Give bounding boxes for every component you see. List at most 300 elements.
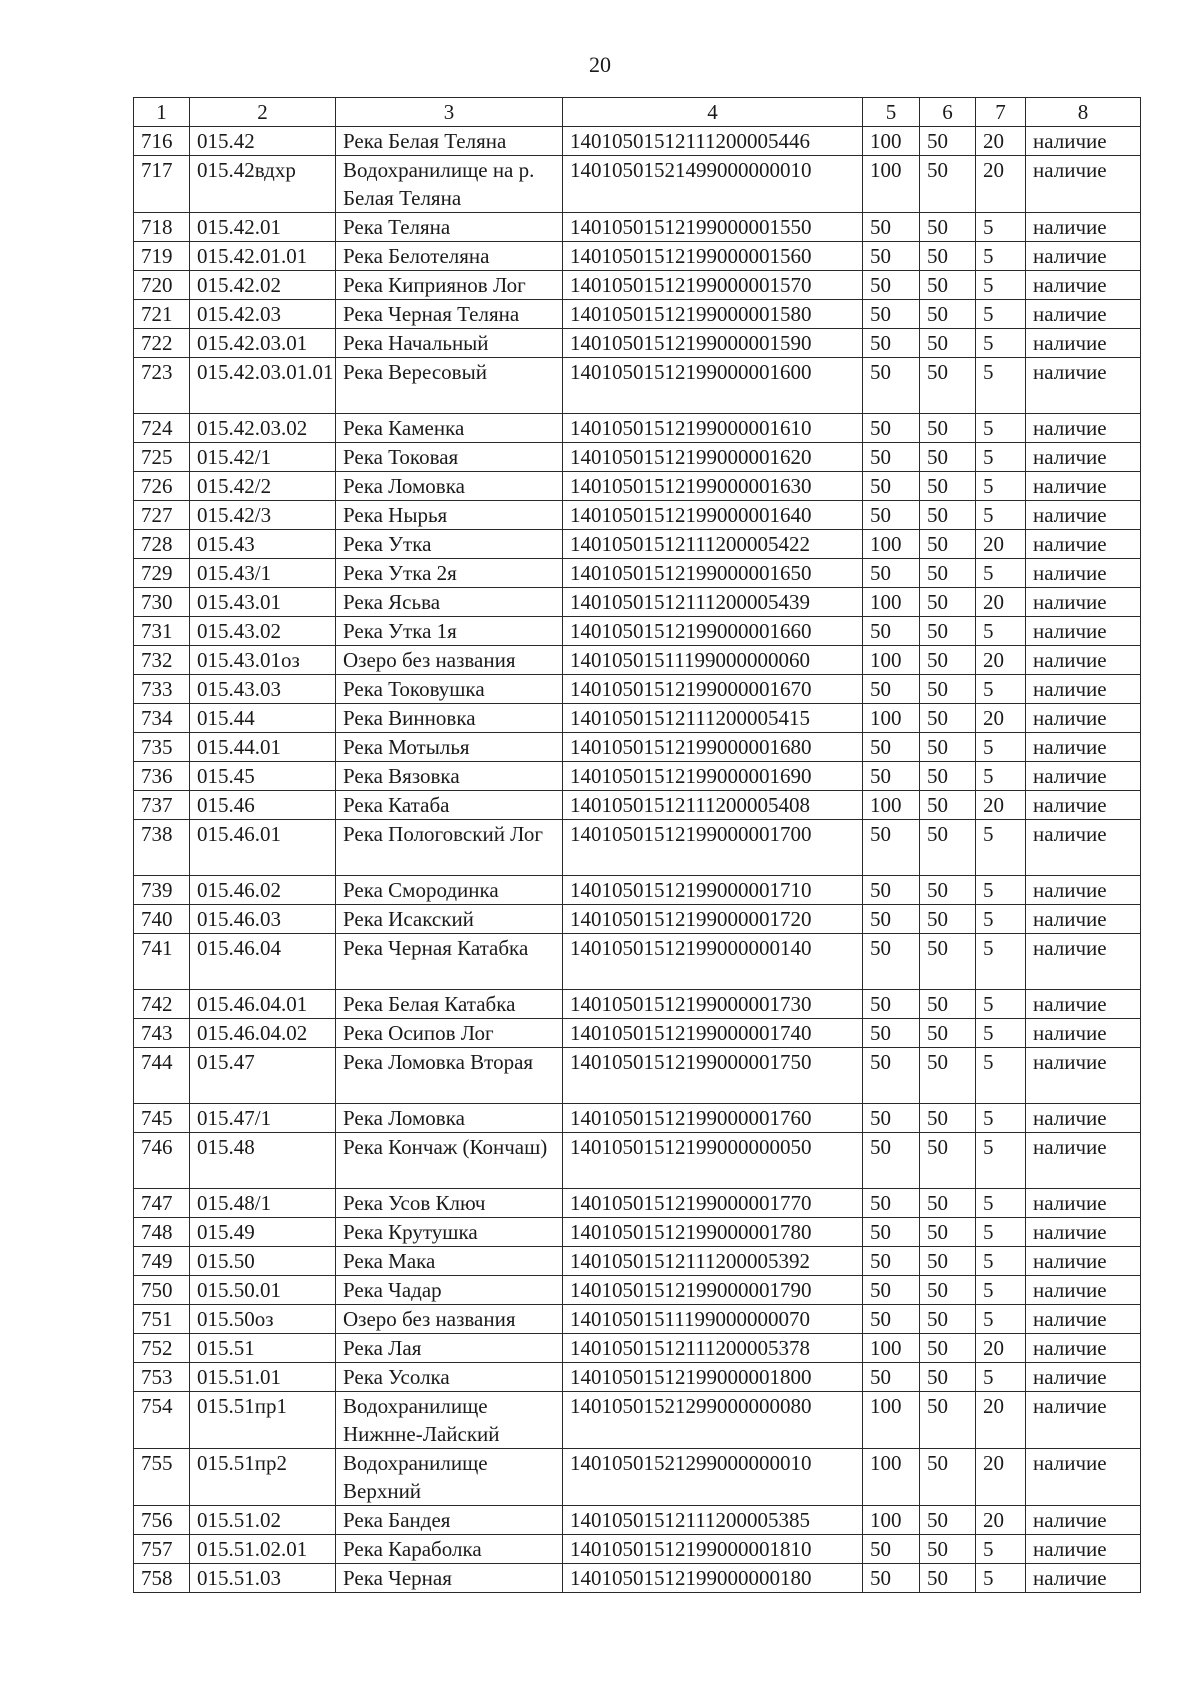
row-number-cell: 726 xyxy=(134,472,190,501)
value-col5-cell: 50 xyxy=(863,1048,920,1104)
value-col5-cell: 50 xyxy=(863,733,920,762)
value-col5-cell: 100 xyxy=(863,704,920,733)
value-col5-cell: 50 xyxy=(863,501,920,530)
row-number-cell: 741 xyxy=(134,934,190,990)
object-code-cell: 015.51 xyxy=(190,1334,336,1363)
table-row xyxy=(134,1535,1141,1564)
value-col5-cell: 100 xyxy=(863,530,920,559)
value-col7-cell: 5 xyxy=(976,242,1026,271)
row-number-cell: 733 xyxy=(134,675,190,704)
object-code-cell: 015.44.01 xyxy=(190,733,336,762)
object-name-cell: Река Черная Теляна xyxy=(336,300,563,329)
value-col7-cell: 5 xyxy=(976,1247,1026,1276)
object-code-cell: 015.42.03.02 xyxy=(190,414,336,443)
value-col7-cell: 5 xyxy=(976,733,1026,762)
row-number-cell: 750 xyxy=(134,1276,190,1305)
status-cell: наличие xyxy=(1026,472,1141,501)
table-row xyxy=(134,934,1141,990)
object-name-cell: Река Нырья xyxy=(336,501,563,530)
table-row xyxy=(134,213,1141,242)
status-cell: наличие xyxy=(1026,300,1141,329)
row-number-cell: 732 xyxy=(134,646,190,675)
value-col7-cell: 5 xyxy=(976,1305,1026,1334)
value-col6-cell: 50 xyxy=(920,1104,976,1133)
object-code-cell: 015.46.04 xyxy=(190,934,336,990)
object-name-cell: Водохранилище Нижнне-Лайский xyxy=(336,1392,563,1449)
registry-id-cell: 14010501512199000001790 xyxy=(563,1276,863,1305)
row-number-cell: 745 xyxy=(134,1104,190,1133)
status-cell: наличие xyxy=(1026,1449,1141,1506)
table-row xyxy=(134,733,1141,762)
object-name-cell: Река Мака xyxy=(336,1247,563,1276)
row-number-cell: 746 xyxy=(134,1133,190,1189)
row-number-cell: 719 xyxy=(134,242,190,271)
value-col7-cell: 20 xyxy=(976,1506,1026,1535)
object-name-cell: Река Черная Катабка xyxy=(336,934,563,990)
object-code-cell: 015.50оз xyxy=(190,1305,336,1334)
object-code-cell: 015.42.03.01 xyxy=(190,329,336,358)
status-cell: наличие xyxy=(1026,617,1141,646)
value-col5-cell: 50 xyxy=(863,329,920,358)
object-name-cell: Река Усолка xyxy=(336,1363,563,1392)
status-cell: наличие xyxy=(1026,1104,1141,1133)
object-name-cell: Река Бандея xyxy=(336,1506,563,1535)
value-col6-cell: 50 xyxy=(920,1449,976,1506)
registry-id-cell: 14010501512199000001780 xyxy=(563,1218,863,1247)
value-col5-cell: 50 xyxy=(863,1564,920,1593)
value-col7-cell: 20 xyxy=(976,127,1026,156)
registry-id-cell: 14010501512199000001680 xyxy=(563,733,863,762)
object-code-cell: 015.45 xyxy=(190,762,336,791)
registry-id-cell: 14010501512199000001610 xyxy=(563,414,863,443)
status-cell: наличие xyxy=(1026,1019,1141,1048)
status-cell: наличие xyxy=(1026,791,1141,820)
row-number-cell: 720 xyxy=(134,271,190,300)
object-code-cell: 015.43.01оз xyxy=(190,646,336,675)
page-number: 20 xyxy=(589,52,611,77)
object-name-cell: Река Ясьва xyxy=(336,588,563,617)
object-name-cell: Река Винновка xyxy=(336,704,563,733)
table-row xyxy=(134,1564,1141,1593)
status-cell: наличие xyxy=(1026,1392,1141,1449)
value-col7-cell: 5 xyxy=(976,1019,1026,1048)
row-number-cell: 735 xyxy=(134,733,190,762)
object-name-cell: Река Утка 1я xyxy=(336,617,563,646)
value-col7-cell: 5 xyxy=(976,1189,1026,1218)
table-row xyxy=(134,127,1141,156)
column-header: 2 xyxy=(190,98,336,127)
row-number-cell: 727 xyxy=(134,501,190,530)
value-col6-cell: 50 xyxy=(920,1334,976,1363)
table-row xyxy=(134,1133,1141,1189)
value-col6-cell: 50 xyxy=(920,1133,976,1189)
value-col5-cell: 100 xyxy=(863,1449,920,1506)
value-col7-cell: 5 xyxy=(976,934,1026,990)
registry-id-cell: 14010501512199000001810 xyxy=(563,1535,863,1564)
object-code-cell: 015.47 xyxy=(190,1048,336,1104)
value-col5-cell: 50 xyxy=(863,990,920,1019)
value-col6-cell: 50 xyxy=(920,1189,976,1218)
registry-id-cell: 14010501512199000001800 xyxy=(563,1363,863,1392)
value-col5-cell: 50 xyxy=(863,762,920,791)
value-col6-cell: 50 xyxy=(920,791,976,820)
object-name-cell: Озеро без названия xyxy=(336,646,563,675)
status-cell: наличие xyxy=(1026,1133,1141,1189)
value-col6-cell: 50 xyxy=(920,876,976,905)
value-col7-cell: 5 xyxy=(976,414,1026,443)
column-header: 3 xyxy=(336,98,563,127)
row-number-cell: 742 xyxy=(134,990,190,1019)
value-col5-cell: 50 xyxy=(863,1535,920,1564)
row-number-cell: 730 xyxy=(134,588,190,617)
status-cell: наличие xyxy=(1026,1506,1141,1535)
object-code-cell: 015.43.01 xyxy=(190,588,336,617)
object-name-cell: Река Крутушка xyxy=(336,1218,563,1247)
table-row xyxy=(134,300,1141,329)
status-cell: наличие xyxy=(1026,820,1141,876)
value-col6-cell: 50 xyxy=(920,329,976,358)
value-col6-cell: 50 xyxy=(920,1019,976,1048)
value-col7-cell: 5 xyxy=(976,1363,1026,1392)
value-col5-cell: 50 xyxy=(863,1189,920,1218)
value-col6-cell: 50 xyxy=(920,905,976,934)
table-row xyxy=(134,1276,1141,1305)
value-col7-cell: 5 xyxy=(976,1535,1026,1564)
value-col6-cell: 50 xyxy=(920,1276,976,1305)
object-name-cell: Река Вязовка xyxy=(336,762,563,791)
value-col7-cell: 5 xyxy=(976,820,1026,876)
value-col7-cell: 5 xyxy=(976,1048,1026,1104)
status-cell: наличие xyxy=(1026,704,1141,733)
table-row xyxy=(134,329,1141,358)
registry-id-cell: 14010501512199000001690 xyxy=(563,762,863,791)
object-name-cell: Река Катаба xyxy=(336,791,563,820)
table-header-row xyxy=(134,98,1141,127)
status-cell: наличие xyxy=(1026,1048,1141,1104)
registry-id-cell: 14010501512199000001710 xyxy=(563,876,863,905)
status-cell: наличие xyxy=(1026,876,1141,905)
registry-id-cell: 14010501512199000001570 xyxy=(563,271,863,300)
object-name-cell: Река Караболка xyxy=(336,1535,563,1564)
value-col6-cell: 50 xyxy=(920,820,976,876)
value-col7-cell: 5 xyxy=(976,271,1026,300)
value-col6-cell: 50 xyxy=(920,762,976,791)
value-col5-cell: 50 xyxy=(863,1363,920,1392)
registry-id-cell: 14010501511199000000060 xyxy=(563,646,863,675)
value-col6-cell: 50 xyxy=(920,443,976,472)
object-code-cell: 015.50.01 xyxy=(190,1276,336,1305)
row-number-cell: 725 xyxy=(134,443,190,472)
object-name-cell: Река Ломовка xyxy=(336,472,563,501)
value-col7-cell: 5 xyxy=(976,1104,1026,1133)
row-number-cell: 724 xyxy=(134,414,190,443)
value-col7-cell: 5 xyxy=(976,329,1026,358)
table-row xyxy=(134,762,1141,791)
table-row xyxy=(134,617,1141,646)
table-row xyxy=(134,704,1141,733)
value-col7-cell: 5 xyxy=(976,1276,1026,1305)
value-col7-cell: 5 xyxy=(976,1133,1026,1189)
value-col7-cell: 5 xyxy=(976,905,1026,934)
table-row xyxy=(134,646,1141,675)
object-code-cell: 015.49 xyxy=(190,1218,336,1247)
value-col6-cell: 50 xyxy=(920,472,976,501)
object-name-cell: Река Ломовка xyxy=(336,1104,563,1133)
table-row xyxy=(134,1334,1141,1363)
value-col6-cell: 50 xyxy=(920,501,976,530)
object-name-cell: Река Усов Ключ xyxy=(336,1189,563,1218)
value-col5-cell: 50 xyxy=(863,1133,920,1189)
status-cell: наличие xyxy=(1026,559,1141,588)
table-row xyxy=(134,443,1141,472)
value-col6-cell: 50 xyxy=(920,1363,976,1392)
value-col5-cell: 50 xyxy=(863,675,920,704)
status-cell: наличие xyxy=(1026,1535,1141,1564)
value-col6-cell: 50 xyxy=(920,213,976,242)
status-cell: наличие xyxy=(1026,1189,1141,1218)
column-header: 1 xyxy=(134,98,190,127)
table-row xyxy=(134,1218,1141,1247)
column-header: 6 xyxy=(920,98,976,127)
object-name-cell: Река Утка 2я xyxy=(336,559,563,588)
object-name-cell: Озеро без названия xyxy=(336,1305,563,1334)
object-code-cell: 015.46.01 xyxy=(190,820,336,876)
status-cell: наличие xyxy=(1026,530,1141,559)
value-col6-cell: 50 xyxy=(920,127,976,156)
row-number-cell: 737 xyxy=(134,791,190,820)
value-col5-cell: 50 xyxy=(863,213,920,242)
registry-id-cell: 14010501512199000000180 xyxy=(563,1564,863,1593)
value-col6-cell: 50 xyxy=(920,271,976,300)
value-col6-cell: 50 xyxy=(920,559,976,588)
table-row xyxy=(134,242,1141,271)
table-row xyxy=(134,1392,1141,1449)
registry-id-cell: 14010501512199000001740 xyxy=(563,1019,863,1048)
object-code-cell: 015.51.02.01 xyxy=(190,1535,336,1564)
table-row xyxy=(134,1048,1141,1104)
status-cell: наличие xyxy=(1026,329,1141,358)
table-row xyxy=(134,1363,1141,1392)
object-name-cell: Река Белая Теляна xyxy=(336,127,563,156)
row-number-cell: 723 xyxy=(134,358,190,414)
water-objects-table xyxy=(133,97,1141,1593)
value-col5-cell: 50 xyxy=(863,300,920,329)
object-code-cell: 015.46.03 xyxy=(190,905,336,934)
column-header: 8 xyxy=(1026,98,1141,127)
object-name-cell: Река Смородинка xyxy=(336,876,563,905)
object-code-cell: 015.42.03.01.01 xyxy=(190,358,336,414)
value-col5-cell: 50 xyxy=(863,242,920,271)
row-number-cell: 734 xyxy=(134,704,190,733)
status-cell: наличие xyxy=(1026,905,1141,934)
registry-id-cell: 14010501512199000001750 xyxy=(563,1048,863,1104)
value-col7-cell: 20 xyxy=(976,791,1026,820)
row-number-cell: 717 xyxy=(134,156,190,213)
row-number-cell: 739 xyxy=(134,876,190,905)
status-cell: наличие xyxy=(1026,1276,1141,1305)
status-cell: наличие xyxy=(1026,1247,1141,1276)
object-name-cell: Водохранилище Верхний xyxy=(336,1449,563,1506)
table-row xyxy=(134,414,1141,443)
status-cell: наличие xyxy=(1026,646,1141,675)
value-col6-cell: 50 xyxy=(920,530,976,559)
value-col6-cell: 50 xyxy=(920,156,976,213)
table-row xyxy=(134,358,1141,414)
status-cell: наличие xyxy=(1026,588,1141,617)
value-col6-cell: 50 xyxy=(920,704,976,733)
value-col5-cell: 50 xyxy=(863,820,920,876)
column-header: 4 xyxy=(563,98,863,127)
table-row xyxy=(134,1449,1141,1506)
registry-id-cell: 14010501512111200005378 xyxy=(563,1334,863,1363)
value-col6-cell: 50 xyxy=(920,588,976,617)
value-col6-cell: 50 xyxy=(920,300,976,329)
status-cell: наличие xyxy=(1026,443,1141,472)
table-row xyxy=(134,1104,1141,1133)
value-col5-cell: 50 xyxy=(863,1019,920,1048)
object-name-cell: Река Мотылья xyxy=(336,733,563,762)
object-code-cell: 015.42/2 xyxy=(190,472,336,501)
row-number-cell: 751 xyxy=(134,1305,190,1334)
value-col5-cell: 100 xyxy=(863,1506,920,1535)
status-cell: наличие xyxy=(1026,414,1141,443)
value-col5-cell: 50 xyxy=(863,1218,920,1247)
value-col7-cell: 5 xyxy=(976,472,1026,501)
registry-id-cell: 14010501512199000001720 xyxy=(563,905,863,934)
value-col7-cell: 5 xyxy=(976,559,1026,588)
registry-id-cell: 14010501511199000000070 xyxy=(563,1305,863,1334)
value-col5-cell: 100 xyxy=(863,1334,920,1363)
registry-id-cell: 14010501512199000001730 xyxy=(563,990,863,1019)
object-name-cell: Река Киприянов Лог xyxy=(336,271,563,300)
object-name-cell: Река Исакский xyxy=(336,905,563,934)
value-col6-cell: 50 xyxy=(920,990,976,1019)
value-col5-cell: 50 xyxy=(863,443,920,472)
row-number-cell: 738 xyxy=(134,820,190,876)
value-col7-cell: 5 xyxy=(976,1218,1026,1247)
registry-id-cell: 14010501512199000001600 xyxy=(563,358,863,414)
value-col7-cell: 20 xyxy=(976,1392,1026,1449)
row-number-cell: 722 xyxy=(134,329,190,358)
row-number-cell: 744 xyxy=(134,1048,190,1104)
object-code-cell: 015.46.02 xyxy=(190,876,336,905)
table-row xyxy=(134,472,1141,501)
row-number-cell: 756 xyxy=(134,1506,190,1535)
value-col7-cell: 5 xyxy=(976,1564,1026,1593)
value-col7-cell: 5 xyxy=(976,213,1026,242)
registry-id-cell: 14010501512111200005446 xyxy=(563,127,863,156)
object-code-cell: 015.51.02 xyxy=(190,1506,336,1535)
object-name-cell: Река Вересовый xyxy=(336,358,563,414)
value-col6-cell: 50 xyxy=(920,1392,976,1449)
value-col5-cell: 100 xyxy=(863,1392,920,1449)
value-col7-cell: 20 xyxy=(976,530,1026,559)
object-name-cell: Река Чадар xyxy=(336,1276,563,1305)
value-col6-cell: 50 xyxy=(920,733,976,762)
column-header: 7 xyxy=(976,98,1026,127)
value-col7-cell: 5 xyxy=(976,617,1026,646)
object-code-cell: 015.48 xyxy=(190,1133,336,1189)
object-name-cell: Река Белотеляна xyxy=(336,242,563,271)
table-row xyxy=(134,905,1141,934)
object-name-cell: Река Осипов Лог xyxy=(336,1019,563,1048)
registry-id-cell: 14010501512199000001670 xyxy=(563,675,863,704)
object-code-cell: 015.43.02 xyxy=(190,617,336,646)
object-code-cell: 015.42.02 xyxy=(190,271,336,300)
object-code-cell: 015.44 xyxy=(190,704,336,733)
object-name-cell: Река Лая xyxy=(336,1334,563,1363)
value-col5-cell: 50 xyxy=(863,617,920,646)
object-name-cell: Река Каменка xyxy=(336,414,563,443)
registry-id-cell: 14010501512199000001560 xyxy=(563,242,863,271)
table-row xyxy=(134,791,1141,820)
table-row xyxy=(134,1189,1141,1218)
status-cell: наличие xyxy=(1026,762,1141,791)
row-number-cell: 754 xyxy=(134,1392,190,1449)
value-col6-cell: 50 xyxy=(920,1564,976,1593)
status-cell: наличие xyxy=(1026,358,1141,414)
object-name-cell: Река Утка xyxy=(336,530,563,559)
table-row xyxy=(134,1247,1141,1276)
table-row xyxy=(134,675,1141,704)
value-col5-cell: 50 xyxy=(863,1305,920,1334)
object-code-cell: 015.51пр2 xyxy=(190,1449,336,1506)
value-col5-cell: 100 xyxy=(863,156,920,213)
table-row xyxy=(134,1305,1141,1334)
registry-id-cell: 14010501512111200005415 xyxy=(563,704,863,733)
value-col7-cell: 5 xyxy=(976,990,1026,1019)
value-col6-cell: 50 xyxy=(920,646,976,675)
object-code-cell: 015.43 xyxy=(190,530,336,559)
registry-id-cell: 14010501512199000001630 xyxy=(563,472,863,501)
value-col7-cell: 5 xyxy=(976,876,1026,905)
row-number-cell: 758 xyxy=(134,1564,190,1593)
registry-id-cell: 14010501512199000001760 xyxy=(563,1104,863,1133)
object-code-cell: 015.42.03 xyxy=(190,300,336,329)
row-number-cell: 740 xyxy=(134,905,190,934)
value-col5-cell: 50 xyxy=(863,1276,920,1305)
value-col5-cell: 50 xyxy=(863,934,920,990)
registry-id-cell: 14010501512199000001700 xyxy=(563,820,863,876)
registry-id-cell: 14010501512199000001550 xyxy=(563,213,863,242)
row-number-cell: 731 xyxy=(134,617,190,646)
value-col5-cell: 100 xyxy=(863,588,920,617)
row-number-cell: 747 xyxy=(134,1189,190,1218)
value-col7-cell: 20 xyxy=(976,1334,1026,1363)
registry-id-cell: 14010501512199000001770 xyxy=(563,1189,863,1218)
status-cell: наличие xyxy=(1026,156,1141,213)
value-col7-cell: 5 xyxy=(976,358,1026,414)
value-col5-cell: 50 xyxy=(863,358,920,414)
registry-id-cell: 14010501512199000001650 xyxy=(563,559,863,588)
row-number-cell: 757 xyxy=(134,1535,190,1564)
registry-id-cell: 14010501512199000001620 xyxy=(563,443,863,472)
row-number-cell: 752 xyxy=(134,1334,190,1363)
value-col5-cell: 50 xyxy=(863,876,920,905)
table-row xyxy=(134,271,1141,300)
value-col6-cell: 50 xyxy=(920,1535,976,1564)
value-col7-cell: 5 xyxy=(976,300,1026,329)
object-code-cell: 015.50 xyxy=(190,1247,336,1276)
table-row xyxy=(134,588,1141,617)
object-code-cell: 015.42/3 xyxy=(190,501,336,530)
value-col5-cell: 50 xyxy=(863,1247,920,1276)
object-code-cell: 015.51пр1 xyxy=(190,1392,336,1449)
status-cell: наличие xyxy=(1026,1334,1141,1363)
row-number-cell: 716 xyxy=(134,127,190,156)
row-number-cell: 755 xyxy=(134,1449,190,1506)
table-row xyxy=(134,820,1141,876)
